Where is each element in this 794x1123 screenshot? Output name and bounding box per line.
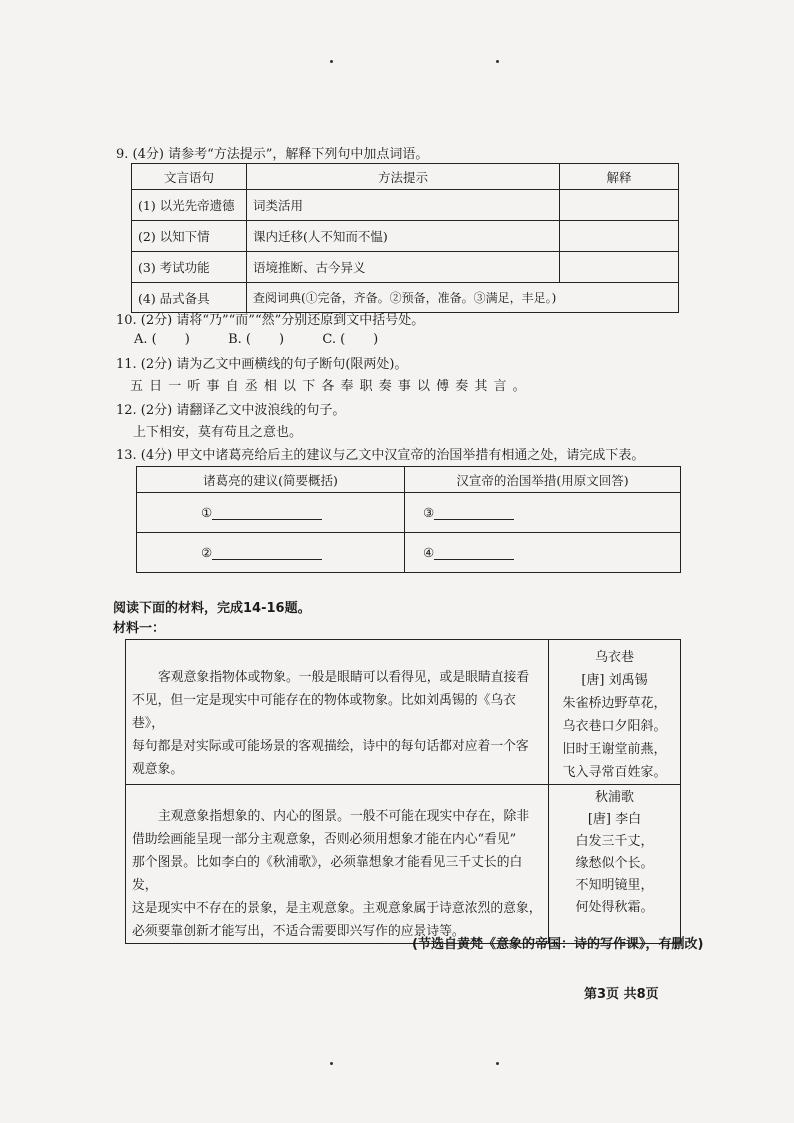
binding-mark bbox=[330, 60, 333, 63]
poem-wuyixiang bbox=[549, 640, 681, 785]
q9-method: 课内迁移(人不知而不愠) bbox=[247, 221, 560, 252]
q13-header-zhuge: 诸葛亮的建议(简要概括) bbox=[137, 467, 405, 493]
poem-line: 不知明镜里， bbox=[575, 878, 654, 893]
binding-mark bbox=[330, 1062, 333, 1065]
q9-method: 查阅词典(①完备，齐备。②预备，准备。③满足，丰足。) bbox=[247, 283, 679, 313]
poem-title: 乌衣巷 bbox=[594, 650, 634, 665]
poem-line: 缘愁似个长。 bbox=[575, 856, 654, 871]
q9-sentence: (1) 以光先帝遗德 bbox=[132, 190, 247, 221]
material-subjective-cell bbox=[126, 785, 549, 944]
q9-header-sentence: 文言语句 bbox=[132, 164, 247, 190]
q9-sentence: (4) 品式备具 bbox=[132, 283, 247, 313]
q9-answer-cell[interactable] bbox=[560, 252, 679, 283]
subjective-line: 借助绘画能呈现一部分主观意象，否则必须用想象才能在内心“看见” bbox=[132, 832, 517, 847]
poem-title: 秋浦歌 bbox=[594, 790, 634, 805]
poem-line: 旧时王谢堂前燕， bbox=[562, 742, 667, 757]
reading-intro: 阅读下面的材料，完成14-16题。 bbox=[113, 601, 311, 616]
subjective-line: 主观意象指想象的、内心的图景。一般不可能在现实中存在，除非 bbox=[158, 809, 530, 824]
q9-answer-cell[interactable] bbox=[560, 190, 679, 221]
binding-mark bbox=[496, 1062, 499, 1065]
poem-author: [唐] 李白 bbox=[587, 812, 642, 827]
poem-author: [唐] 刘禹锡 bbox=[581, 673, 648, 688]
subjective-line: 必须要靠创新才能写出，不适合需要即兴写作的应景诗等。 bbox=[132, 924, 465, 939]
q12-sentence: 上下相安，莫有苟且之意也。 bbox=[133, 425, 303, 440]
source-note: (节选自黄梵《意象的帝国：诗的写作课》，有删改) bbox=[412, 937, 704, 952]
poem-line: 朱雀桥边野草花， bbox=[562, 696, 667, 711]
q10-prompt: 10. (2分) 请将“乃”“而”“然”分别还原到文中括号处。 bbox=[116, 313, 425, 328]
poem-line: 白发三千丈， bbox=[575, 834, 654, 849]
material-label: 材料一： bbox=[113, 621, 166, 636]
q11-prompt: 11. (2分) 请为乙文中画横线的句子断句(限两处)。 bbox=[116, 357, 408, 372]
material-objective-cell bbox=[126, 640, 549, 785]
q10-option-a: A. ( bbox=[134, 332, 157, 347]
poem-line: 何处得秋霜。 bbox=[575, 900, 654, 915]
q13-cell-3[interactable]: ③ bbox=[405, 493, 681, 533]
q9-table bbox=[131, 163, 679, 313]
q13-cell-4[interactable]: ④ bbox=[405, 533, 681, 573]
objective-line: 观意象。 bbox=[132, 762, 184, 777]
q9-prompt: 9. (4分) 请参考“方法提示”，解释下列句中加点词语。 bbox=[116, 147, 429, 162]
q13-header-emperor: 汉宣帝的治国举措(用原文回答) bbox=[405, 467, 681, 493]
page-number: 第3页 共8页 bbox=[584, 987, 659, 1002]
q13-table bbox=[136, 466, 681, 573]
q9-sentence: (3) 考试功能 bbox=[132, 252, 247, 283]
q10-options: A. ( ) B. ( ) C. ( ) bbox=[134, 332, 379, 347]
objective-line: 每句都是对实际或可能场景的客观描绘，诗中的每句话都对应着一个客 bbox=[132, 739, 529, 754]
q9-method: 词类活用 bbox=[247, 190, 560, 221]
q10-option-c: C. ( bbox=[322, 332, 346, 347]
q13-blank-4[interactable] bbox=[434, 545, 514, 560]
q11-sentence[interactable]: 五 日 一 听 事 自 丞 相 以 下 各 奉 职 奏 事 以 傅 奏 其 言 。 bbox=[130, 379, 527, 394]
q9-answer-cell[interactable] bbox=[560, 221, 679, 252]
subjective-line: 这是现实中不存在的景象，是主观意象。主观意象属于诗意浓烈的意象， bbox=[132, 901, 542, 916]
poem-line: 飞入寻常百姓家。 bbox=[562, 765, 667, 780]
poem-line: 乌衣巷口夕阳斜。 bbox=[562, 719, 667, 734]
material-table bbox=[125, 639, 681, 944]
q13-prompt: 13. (4分) 甲文中诸葛亮给后主的建议与乙文中汉宣帝的治国举措有相通之处，请完成下表。 bbox=[116, 448, 645, 463]
q13-blank-3[interactable] bbox=[434, 505, 514, 520]
objective-line: 不见，但一定是现实中可能存在的物体或物象。比如刘禹锡的《乌衣巷》， bbox=[132, 693, 516, 731]
q13-cell-1[interactable]: ① bbox=[137, 493, 405, 533]
subjective-line: 那个图景。比如李白的《秋浦歌》，必须靠想象才能看见三千丈长的白发， bbox=[132, 855, 523, 893]
q13-cell-2[interactable]: ② bbox=[137, 533, 405, 573]
poem-qiupuge bbox=[549, 785, 681, 944]
q13-blank-2[interactable] bbox=[212, 545, 322, 560]
q9-method: 语境推断、古今异义 bbox=[247, 252, 560, 283]
q13-blank-1[interactable] bbox=[212, 505, 322, 520]
q10-option-b: B. ( bbox=[228, 332, 251, 347]
binding-mark bbox=[496, 60, 499, 63]
q9-sentence: (2) 以知下情 bbox=[132, 221, 247, 252]
q12-prompt: 12. (2分) 请翻译乙文中波浪线的句子。 bbox=[116, 403, 346, 418]
q9-header-meaning: 解释 bbox=[560, 164, 679, 190]
objective-line: 客观意象指物体或物象。一般是眼睛可以看得见，或是眼睛直接看 bbox=[158, 670, 530, 685]
q9-header-method: 方法提示 bbox=[247, 164, 560, 190]
